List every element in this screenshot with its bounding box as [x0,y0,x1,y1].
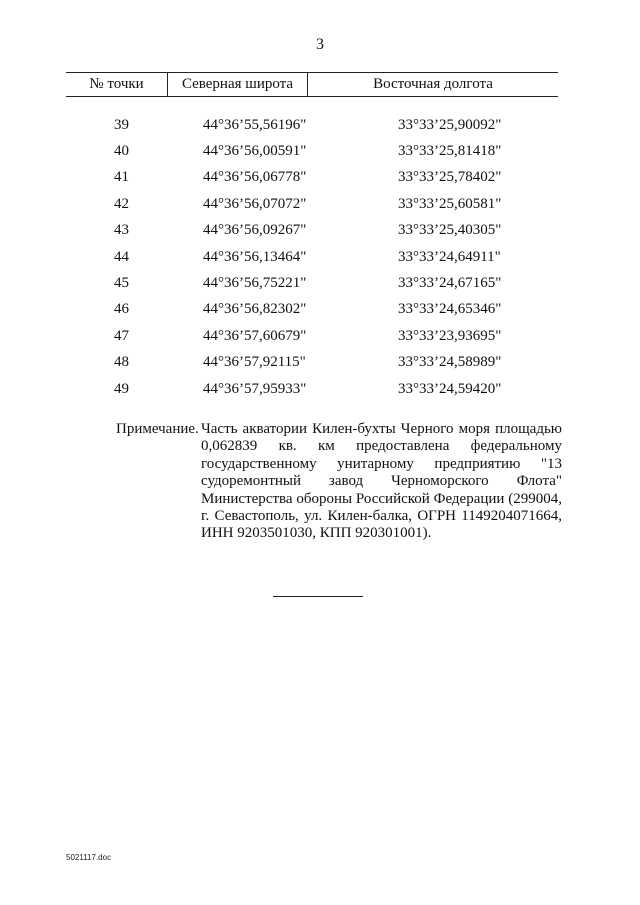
header-point-number: № точки [89,76,144,92]
table-row [66,350,558,376]
header-north-latitude: Северная широта [167,73,307,96]
note-label: Примечание. [116,421,199,437]
table-row [66,191,558,217]
longitude-cell: 33°33’24,64911" [398,248,501,265]
point-number-cell: 44 [114,248,129,265]
latitude-cell: 44°36’56,82302" [203,301,307,318]
latitude-cell: 44°36’55,56196" [203,116,307,133]
longitude-cell: 33°33’24,58989" [398,354,502,371]
latitude-cell: 44°36’57,95933" [203,380,307,397]
table-row [66,270,558,296]
coordinates-table [66,72,558,402]
point-number-cell: 41 [114,169,129,186]
latitude-cell: 44°36’56,13464" [203,248,307,265]
point-number-cell: 43 [114,222,129,239]
latitude-cell: 44°36’57,60679" [203,327,307,344]
longitude-cell: 33°33’24,67165" [398,275,502,292]
table-body [66,112,558,402]
longitude-cell: 33°33’24,65346" [398,301,502,318]
longitude-cell: 33°33’25,60581" [398,195,502,212]
table-row [66,244,558,270]
table-header [66,72,558,97]
latitude-cell: 44°36’56,07072" [203,195,307,212]
table-row [66,323,558,349]
page-number: 3 [316,36,324,53]
point-number-cell: 45 [114,275,129,292]
longitude-cell: 33°33’24,59420" [398,380,502,397]
point-number-cell: 40 [114,143,129,160]
table-row [66,297,558,323]
latitude-cell: 44°36’57,92115" [203,354,306,371]
longitude-cell: 33°33’25,78402" [398,169,502,186]
table-row [66,112,558,138]
table-row [66,376,558,402]
latitude-cell: 44°36’56,75221" [203,275,307,292]
note-text: Часть акватории Килен-бухты Черного моря площадью 0,062839 кв. км предоставлена федеральному государственному унитарному предприятию "13 судоремонтный завод Черноморского Флота" Министерства обороны Российской Федерации (299004, г. Севастополь, ул. Килен-балка, ОГРН 1149204071664, ИНН 9203501030, КПП 920301001). [201,421,562,542]
note-block [116,421,562,543]
table-row [66,138,558,164]
latitude-cell: 44°36’56,09267" [203,222,307,239]
point-number-cell: 46 [114,301,129,318]
longitude-cell: 33°33’25,90092" [398,116,502,133]
point-number-cell: 42 [114,195,129,212]
end-of-text-rule [273,596,363,597]
document-file-id: 5021117.doc [66,853,112,862]
header-east-longitude: Восточная долгота [307,73,558,96]
latitude-cell: 44°36’56,00591" [203,143,307,160]
point-number-cell: 39 [114,116,129,133]
table-row [66,165,558,191]
latitude-cell: 44°36’56,06778" [203,169,307,186]
point-number-cell: 47 [114,327,129,344]
table-row [66,218,558,244]
longitude-cell: 33°33’25,40305" [398,222,502,239]
longitude-cell: 33°33’25,81418" [398,143,502,160]
point-number-cell: 49 [114,380,129,397]
point-number-cell: 48 [114,354,129,371]
longitude-cell: 33°33’23,93695" [398,327,502,344]
